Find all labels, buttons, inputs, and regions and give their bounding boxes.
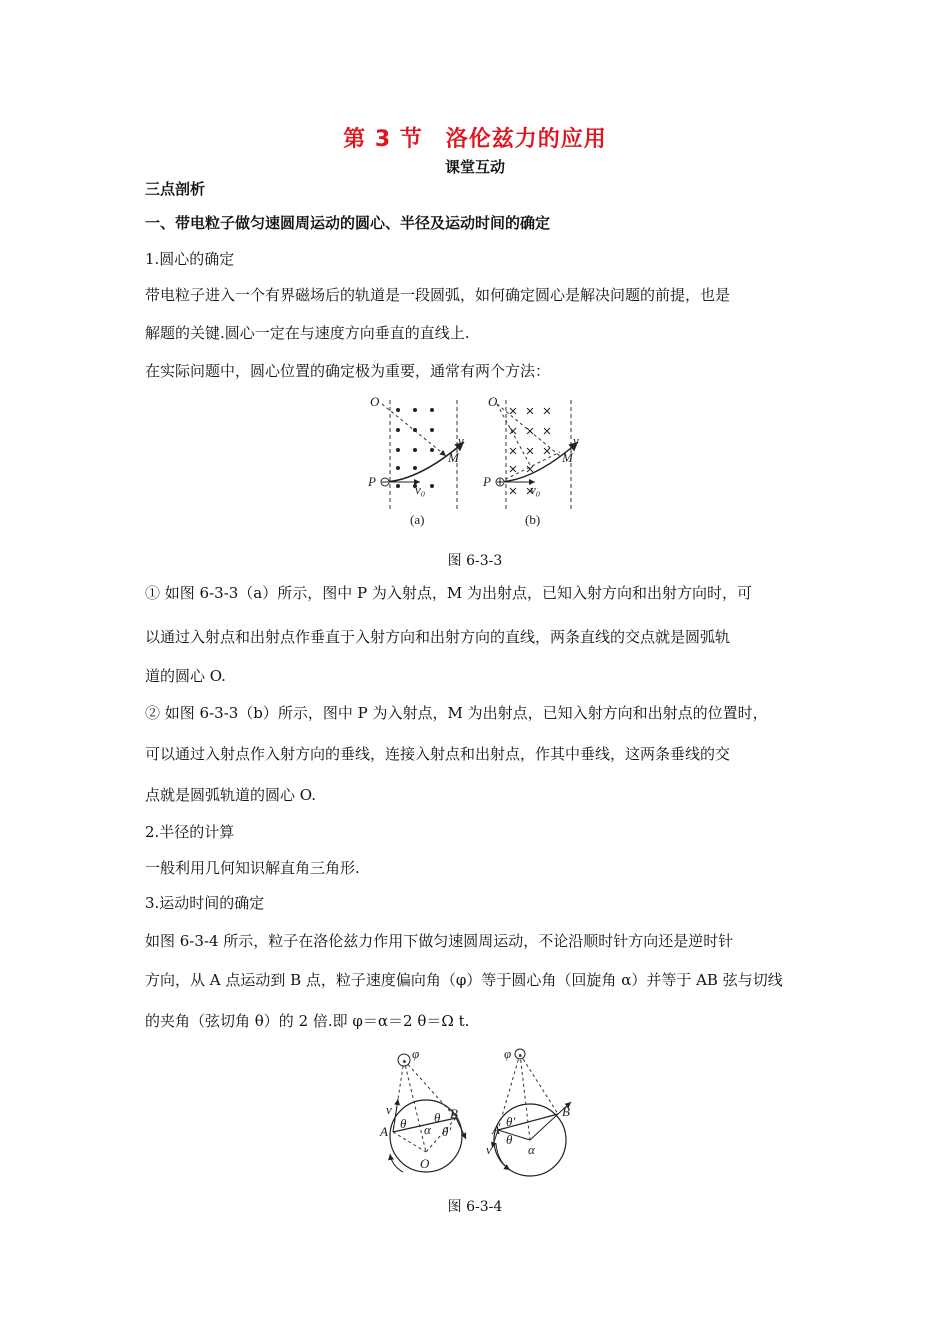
page-title: 第 3 节 洛伦兹力的应用 (343, 127, 607, 152)
label-theta-left-2: θ (434, 1110, 441, 1125)
label-O-b: O (488, 394, 498, 409)
paragraph-1-line-1: 带电粒子进入一个有界磁场后的轨道是一段圆弧，如何确定圆心是解决问题的前提，也是 (145, 286, 731, 304)
figure-6-3-3-caption: 图 6-3-3 (447, 553, 503, 569)
paragraph-1-line-2: 解题的关键.圆心一定在与速度方向垂直的直线上. (145, 324, 470, 342)
section-label: 三点剖析 (145, 180, 206, 198)
paragraph-4-line-3: 点就是圆弧轨道的圆心 O. (145, 786, 316, 804)
paragraph-6-line-1: 如图 6-3-4 所示，粒子在洛伦兹力作用下做匀速圆周运动，不论沿顺时针方向还是逆时针 (145, 932, 734, 950)
paragraph-6-line-3: 的夹角（弦切角 θ）的 2 倍.即 φ＝α＝2 θ＝Ω t. (145, 1012, 470, 1030)
figure-left (379, 1046, 466, 1172)
label-B-right: B (562, 1104, 570, 1119)
heading-1: 一、带电粒子做匀速圆周运动的圆心、半径及运动时间的确定 (145, 214, 551, 232)
label-phi-right: φ (504, 1046, 512, 1061)
label-A-left: A (380, 1124, 388, 1139)
figure-right (486, 1046, 571, 1176)
label-O-left: O (420, 1156, 430, 1171)
page-subtitle: 课堂互动 (444, 158, 505, 176)
label-v0-a: v₀ (415, 482, 426, 497)
figure-6-3-3 (360, 390, 600, 540)
figure-b (482, 394, 579, 527)
paragraph-4-line-2: 可以通过入射点作入射方向的垂线，连接入射点和出射点，作其中垂线，这两条垂线的交 (145, 745, 731, 763)
subheading-3: 3.运动时间的确定 (145, 894, 265, 912)
paragraph-4-line-1: ② 如图 6-3-3（b）所示，图中 P 为入射点，M 为出射点，已知入射方向和出射点的位置时， (145, 704, 768, 722)
paragraph-3-line-1: ① 如图 6-3-3（a）所示，图中 P 为入射点，M 为出射点，已知入射方向和出射方向时，可 (145, 584, 753, 602)
label-a: (a) (410, 512, 425, 527)
label-A-right: A (492, 1122, 500, 1137)
label-M-a: M (448, 450, 459, 465)
label-M-b: M (562, 450, 573, 465)
paragraph-5: 一般利用几何知识解直角三角形. (145, 859, 360, 877)
label-alpha-right: α (528, 1142, 535, 1157)
label-theta-prime-left: θ' (442, 1124, 452, 1139)
label-theta-left: θ (400, 1116, 407, 1131)
label-b: (b) (525, 512, 541, 527)
paragraph-6-line-2: 方向，从 A 点运动到 B 点，粒子速度偏向角（φ）等于圆心角（回旋角 α）并等于 AB 弦与切线 (145, 971, 783, 989)
paragraph-3-line-3: 道的圆心 O. (145, 667, 226, 685)
subheading-1: 1.圆心的确定 (145, 250, 235, 268)
label-theta-right: θ (506, 1132, 513, 1147)
figure-6-3-4 (368, 1044, 588, 1184)
figure-6-3-4-caption: 图 6-3-4 (447, 1199, 503, 1215)
label-v-b: v (573, 433, 579, 448)
paragraph-2: 在实际问题中，圆心位置的确定极为重要，通常有两个方法： (145, 362, 551, 380)
label-theta-prime-right: θ' (506, 1114, 516, 1129)
label-v-left: v (386, 1102, 392, 1117)
subheading-2: 2.半径的计算 (145, 823, 235, 841)
label-P-a: P (368, 474, 376, 489)
label-phi-left: φ (412, 1046, 420, 1061)
figure-a (367, 394, 464, 527)
paragraph-3-line-2: 以通过入射点和出射点作垂直于入射方向和出射方向的直线，两条直线的交点就是圆弧轨 (145, 628, 731, 646)
label-O-a: O (370, 394, 380, 409)
label-P-b: P (483, 474, 491, 489)
label-v-right: v (486, 1142, 492, 1157)
label-alpha-left: α (424, 1122, 431, 1137)
label-v0-b: v₀ (530, 482, 541, 497)
label-B-left: B (450, 1106, 458, 1121)
label-v-a: v (458, 433, 464, 448)
